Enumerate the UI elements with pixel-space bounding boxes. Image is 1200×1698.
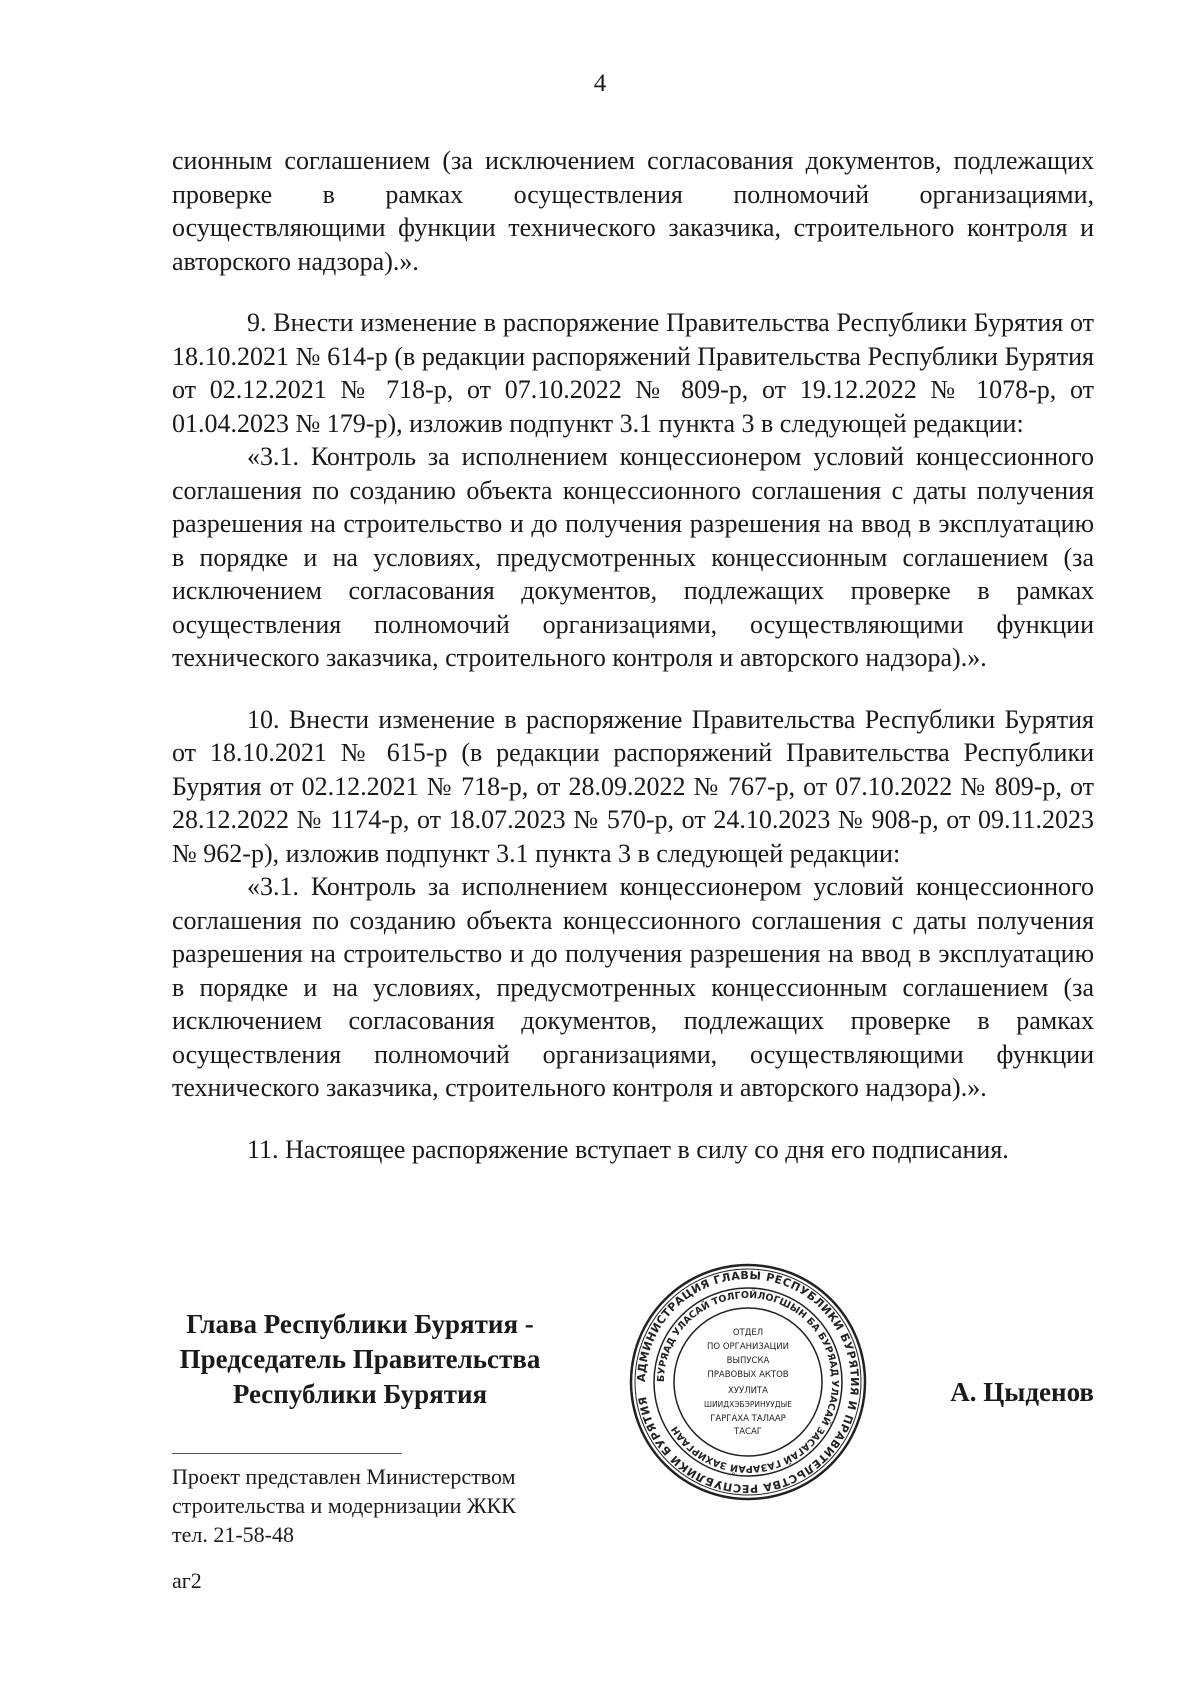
svg-text:БУРЯАД УЛАСАЙ ТОЛГОЙЛОГШЫН БА	[656, 1289, 840, 1475]
stamp-center-line: ВЫПУСКА	[726, 1356, 770, 1366]
stamp-center-line: ОТДЕЛ	[732, 1328, 764, 1338]
paragraph-continuation: сионным соглашением (за исключением согласования документов, подлежащих проверке в рамках осуществления полномочий организациями, осуществляющими функции технического заказчика, строительного контроля и авторского надзора).».	[172, 146, 1094, 276]
paragraph-item-10-quote: «3.1. Контроль за исполнением концессионером условий концессионного соглашения по созданию объекта концессионного соглашения с даты получения разрешения на строительство и до получения разрешения на ввод в эксплуатацию в порядке и на условиях, предусмотренных концессионным соглашением (за исключением согласования документов, подлежащих проверке в рамках осуществления полномочий организациями, осуществляющими функции технического заказчика, строительного контроля и авторского надзора).».	[172, 872, 1094, 1102]
project-note-line: Проект представлен Министерством	[172, 1464, 516, 1489]
signatory-name: А. Цыденов	[950, 1377, 1094, 1407]
stamp-center-line: ХУУЛИТА	[728, 1386, 768, 1396]
stamp-inner-ring-text: БУРЯАД УЛАСАЙ ТОЛГОЙЛОГШЫН БА БУРЯАД УЛАСАЙ ЗАСАГАЙ ГАЗАРАЙ ЗАХИРГААН	[655, 1289, 841, 1475]
stamp-center-line: ТАСАГ	[734, 1427, 762, 1437]
svg-text:АДМИНИСТРАЦИЯ ГЛАВЫ РЕСПУБЛИКИ	[635, 1269, 861, 1495]
document-code: аг2	[172, 1568, 202, 1593]
paragraph-item-11: 11. Настоящее распоряжение вступает в силу со дня его подписания.	[247, 1134, 1009, 1164]
signature-title	[150, 1307, 570, 1412]
stamp-center-line: ПРАВОВЫХ АКТОВ	[707, 1370, 789, 1380]
footnote-divider	[172, 1453, 402, 1454]
signature-title-line: Глава Республики Бурятия -	[186, 1309, 534, 1339]
page-number: 4	[593, 70, 607, 97]
document-body	[172, 144, 1094, 1166]
stamp-center-line: ГАРГАХА ТАЛААР	[710, 1414, 786, 1424]
official-stamp	[628, 1262, 868, 1502]
stamp-outer-text: АДМИНИСТРАЦИЯ ГЛАВЫ РЕСПУБЛИКИ БУРЯТИЯ И ПРАВИТЕЛЬСТВА РЕСПУБЛИКИ БУРЯТИЯ	[634, 1268, 862, 1496]
paragraph-item-9: 9. Внести изменение в распоряжение Правительства Республики Бурятия от 18.10.2021 № 614-р (в редакции распоряжений Правительства Республики Бурятия от 02.12.2021 № 718-р, от 07.10.2022 № 809-р, от 19.12.2022 № 1078-р, от 01.04.2023 № 179-р), изложив подпункт 3.1 пункта 3 в следующей редакции:	[172, 308, 1094, 438]
paragraph-item-10: 10. Внести изменение в распоряжение Правительства Республики Бурятия от 18.10.2021 № 615-р (в редакции распоряжений Правительства Республики Бурятия от 02.12.2021 № 718-р, от 28.09.2022 № 767-р, от 07.10.2022 № 809-р, от 28.12.2022 № 1174-р, от 18.07.2023 № 570-р, от 24.10.2023 № 908-р, от 09.11.2023 № 962-р), изложив подпункт 3.1 пункта 3 в следующей редакции:	[172, 704, 1094, 868]
stamp-center-line: ПО ОРГАНИЗАЦИИ	[707, 1342, 789, 1352]
stamp-center-line: ШИИДХЭБЭРИНУУДЫЕ	[704, 1400, 792, 1409]
project-note-line: строительства и модернизации ЖКК	[172, 1493, 516, 1518]
signature-title-line: Республики Бурятия	[232, 1379, 488, 1409]
signature-title-line: Председатель Правительства	[179, 1344, 541, 1374]
project-note-line: тел. 21-58-48	[172, 1522, 295, 1547]
project-note	[172, 1462, 516, 1549]
paragraph-item-9-quote: «3.1. Контроль за исполнением концессионером условий концессионного соглашения по созданию объекта концессионного соглашения с даты получения разрешения на строительство и до получения разрешения на ввод в эксплуатацию в порядке и на условиях, предусмотренных концессионным соглашением (за исключением согласования документов, подлежащих проверке в рамках осуществления полномочий организациями, осуществляющими функции технического заказчика, строительного контроля и авторского надзора).».	[172, 442, 1094, 672]
